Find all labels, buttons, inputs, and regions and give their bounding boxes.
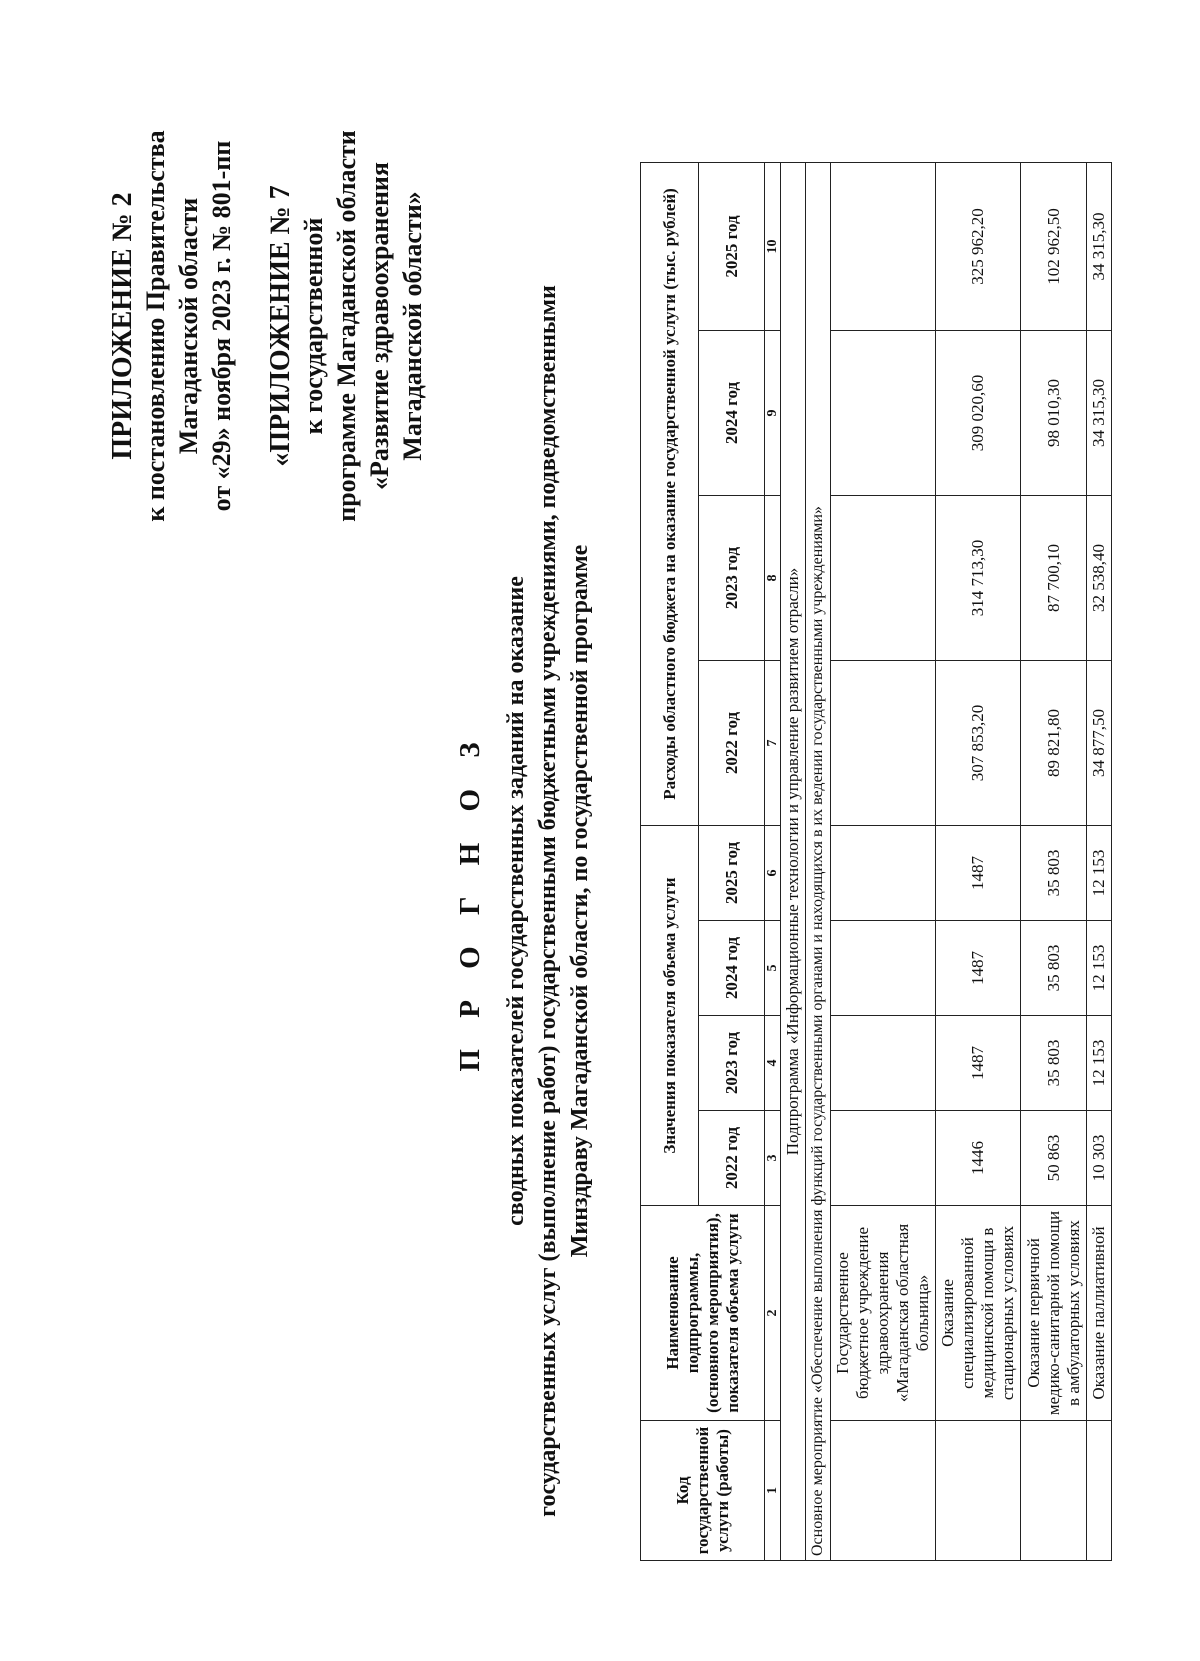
cell-name: Оказание первичной медико-санитарной помощи в амбулаторных условиях [1021,1206,1087,1421]
cell-exp-2025 [831,163,936,331]
document-subtitle: государственных услуг (выполнение работ) государственными бюджетными учреждениями, подведомственными [535,285,561,1517]
document-subtitle: сводных показателей государственных заданий на оказание [503,576,529,1226]
cell-vol-2024 [831,921,936,1016]
document-title-block [450,261,596,1541]
header-vol-2022: 2022 год [699,1111,765,1206]
cell-vol-2023: 35 803 [1021,1016,1087,1111]
cell-vol-2022: 50 863 [1021,1111,1087,1206]
column-index: 8 [765,496,781,661]
cell-vol-2025: 12 153 [1087,826,1112,921]
cell-code [1087,1421,1112,1561]
cell-exp-2025: 102 962,50 [1021,163,1087,331]
column-index: 4 [765,1016,781,1111]
cell-code [831,1421,936,1561]
appendix-title: ПРИЛОЖЕНИЕ № 2 [107,192,138,460]
main-event-row: Основное мероприятие «Обеспечение выполнения функций государственными органами и находящихся в их ведении государственными учреждениями» [806,163,831,1561]
header-code: Код государственной услуги (работы) [641,1421,765,1561]
appendix-line: Магаданской области» [398,191,427,461]
header-exp-2023: 2023 год [699,496,765,661]
cell-vol-2025: 1487 [936,826,1021,921]
document-subtitle: Минздраву Магаданской области, по государственной программе [567,544,593,1258]
column-index: 9 [765,331,781,496]
cell-exp-2023: 314 713,30 [936,496,1021,661]
cell-exp-2022 [831,661,936,826]
cell-exp-2024: 309 020,60 [936,331,1021,496]
forecast-table [640,162,1112,1561]
cell-vol-2023: 1487 [936,1016,1021,1111]
header-vol-2024: 2024 год [699,921,765,1016]
cell-name: Оказание специализированной медицинской помощи в стационарных условиях [936,1206,1021,1421]
header-exp-2025: 2025 год [699,163,765,331]
cell-exp-2024 [831,331,936,496]
cell-vol-2024: 1487 [936,921,1021,1016]
column-index: 3 [765,1111,781,1206]
cell-exp-2025: 325 962,20 [936,163,1021,331]
table-row [1021,163,1087,1561]
cell-exp-2023: 87 700,10 [1021,496,1087,661]
column-index: 5 [765,921,781,1016]
appendix-block [106,91,429,561]
cell-exp-2022: 307 853,20 [936,661,1021,826]
appendix-title-2: «ПРИЛОЖЕНИЕ № 7 [265,185,296,467]
subprogram-row: Подпрограмма «Информационные технологии и управление развитием отрасли» [781,163,806,1561]
cell-vol-2024: 12 153 [1087,921,1112,1016]
header-volume-group: Значения показателя объема услуги [641,826,699,1206]
table-row [936,163,1021,1561]
document-heading: П Р О Г Н О З [454,730,486,1072]
cell-name: Оказание паллиативной [1087,1206,1112,1421]
header-vol-2025: 2025 год [699,826,765,921]
column-index: 1 [765,1421,781,1561]
cell-exp-2025: 34 315,30 [1087,163,1112,331]
cell-exp-2023 [831,496,936,661]
cell-vol-2023 [831,1016,936,1111]
appendix-line: Магаданской области [174,197,203,455]
appendix-line: программе Магаданской области [332,130,361,522]
header-name: Наименование подпрограммы, (основного мероприятия), показателя объема услуги [641,1206,765,1421]
cell-exp-2022: 34 877,50 [1087,661,1112,826]
cell-name: Государственное бюджетное учреждение здравоохранения «Магаданская областная больница» [831,1206,936,1421]
column-index: 10 [765,163,781,331]
cell-code [936,1421,1021,1561]
column-index: 2 [765,1206,781,1421]
cell-vol-2024: 35 803 [1021,921,1087,1016]
header-expense-group: Расходы областного бюджета на оказание государственной услуги (тыс. рублей) [641,163,699,826]
header-exp-2022: 2022 год [699,661,765,826]
cell-vol-2025 [831,826,936,921]
appendix-line: к постановлению Правительства [141,130,170,522]
cell-vol-2023: 12 153 [1087,1016,1112,1111]
cell-code [1021,1421,1087,1561]
table-row [1087,163,1112,1561]
cell-exp-2024: 98 010,30 [1021,331,1087,496]
cell-vol-2022: 1446 [936,1111,1021,1206]
header-exp-2024: 2024 год [699,331,765,496]
cell-exp-2022: 89 821,80 [1021,661,1087,826]
cell-exp-2023: 32 538,40 [1087,496,1112,661]
table-row [831,163,936,1561]
column-index: 7 [765,661,781,826]
appendix-line: к государственной [299,217,328,435]
header-vol-2023: 2023 год [699,1016,765,1111]
cell-vol-2022: 10 303 [1087,1111,1112,1206]
column-index: 6 [765,826,781,921]
appendix-line: «Развитие здравоохранения [365,162,394,490]
cell-vol-2025: 35 803 [1021,826,1087,921]
appendix-line: от «29» ноября 2023 г. № 801-пп [207,140,236,512]
cell-exp-2024: 34 315,30 [1087,331,1112,496]
cell-vol-2022 [831,1111,936,1206]
